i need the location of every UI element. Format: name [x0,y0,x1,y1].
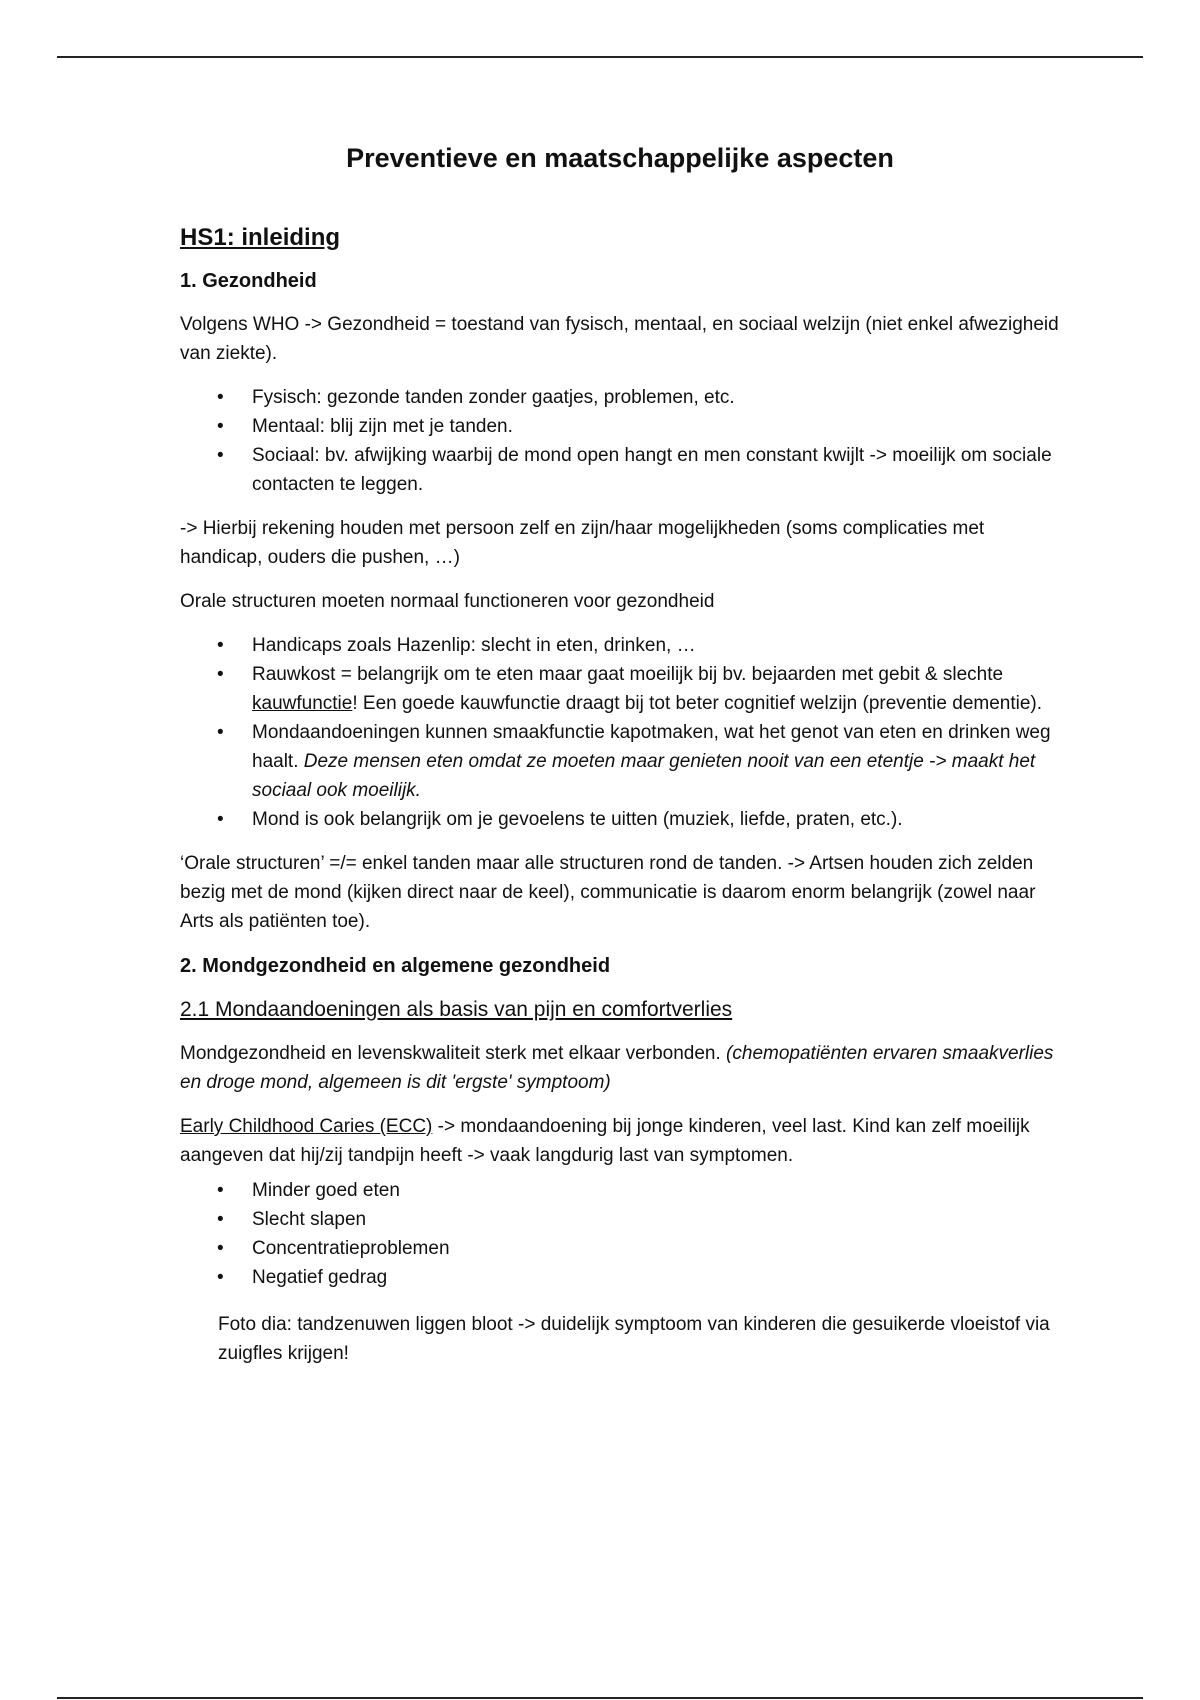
paragraph-personal-context: -> Hierbij rekening houden met persoon zelf en zijn/haar mogelijkheden (soms complicaties met handicap, ouders die pushen, …) [180,518,985,568]
paragraph-ecc [180,1112,1060,1170]
italic-remark: (chemopatiënten ervaren smaakverlies en droge mond, algemeen is dit 'ergste' symptoom) [180,1043,1054,1093]
list-item: • Minder goed eten [252,1176,1060,1205]
paragraph-quality-of-life [180,1039,1060,1097]
section-heading-mondgezondheid: 2. Mondgezondheid en algemene gezondheid [180,955,611,977]
list-item-text: Mondaandoeningen kunnen smaakfunctie kapotmaken, wat het genot van eten en drinken weg haalt. [252,722,1051,772]
subsection-heading: 2.1 Mondaandoeningen als basis van pijn en comfortverlies [180,998,733,1021]
list-item: • Mond is ook belangrijk om je gevoelens te uitten (muziek, liefde, praten, etc.). [252,805,1060,834]
paragraph-oral-structures: Orale structuren moeten normaal functioneren voor gezondheid [180,591,715,612]
underlined-term: kauwfunctie [252,693,353,714]
list-item: • Negatief gedrag [252,1263,1060,1292]
list-item: • Fysisch: gezonde tanden zonder gaatjes, problemen, etc. [252,383,1060,412]
list-item: • Mentaal: blij zijn met je tanden. [252,412,1060,441]
list-item: • Sociaal: bv. afwijking waarbij de mond open hangt en men constant kwijlt -> moeilijk om sociale contacten te leggen. [252,441,1060,499]
paragraph-text: -> mondaandoening bij jonge kinderen, veel last. Kind kan zelf moeilijk aangeven dat hij/zij tandpijn heeft -> vaak langdurig last van symptomen. [180,1116,1030,1166]
bullet-list-health-dimensions [180,383,1060,499]
list-item-text: Rauwkost = belangrijk om te eten maar gaat moeilijk bij bv. bejaarden met gebit & slechte [252,664,1004,685]
list-item-text: ! Een goede kauwfunctie draagt bij tot beter cognitief welzijn (preventie dementie). [352,693,1043,714]
header-rule [57,56,1143,58]
footer-rule [57,1697,1143,1699]
list-item: • Slecht slapen [252,1205,1060,1234]
paragraph-text: Mondgezondheid en levenskwaliteit sterk met elkaar verbonden. [180,1043,727,1064]
paragraph-oral-structures-definition: ‘Orale structuren’ =/= enkel tanden maar alle structuren rond de tanden. -> Artsen houden zich zelden bezig met de mond (kijken direct naar de keel), communicatie is daarom enorm belangrijk (zowel naar Arts als patiënten toe). [180,853,1036,932]
list-item [252,718,1060,805]
bullet-list-ecc-symptoms [180,1176,1060,1292]
bullet-list-oral-functions [180,631,1060,834]
section-heading-gezondheid: 1. Gezondheid [180,270,317,292]
chapter-heading: HS1: inleiding [180,224,341,251]
paragraph-who-definition: Volgens WHO -> Gezondheid = toestand van fysisch, mentaal, en sociaal welzijn (niet enkel afwezigheid van ziekte). [180,314,1059,364]
underlined-term: Early Childhood Caries (ECC) [180,1116,433,1137]
list-item: • Handicaps zoals Hazenlip: slecht in eten, drinken, … [252,631,1060,660]
document-page [180,140,1060,1383]
paragraph-photo-note: Foto dia: tandzenuwen liggen bloot -> duidelijk symptoom van kinderen die gesuikerde vloeistof via zuigfles krijgen! [218,1314,1050,1364]
italic-remark: Deze mensen eten omdat ze moeten maar genieten nooit van een etentje -> maakt het sociaal ook moeilijk. [252,751,1036,801]
list-item: • Concentratieproblemen [252,1234,1060,1263]
document-title: Preventieve en maatschappelijke aspecten [346,143,894,173]
list-item [252,660,1060,718]
